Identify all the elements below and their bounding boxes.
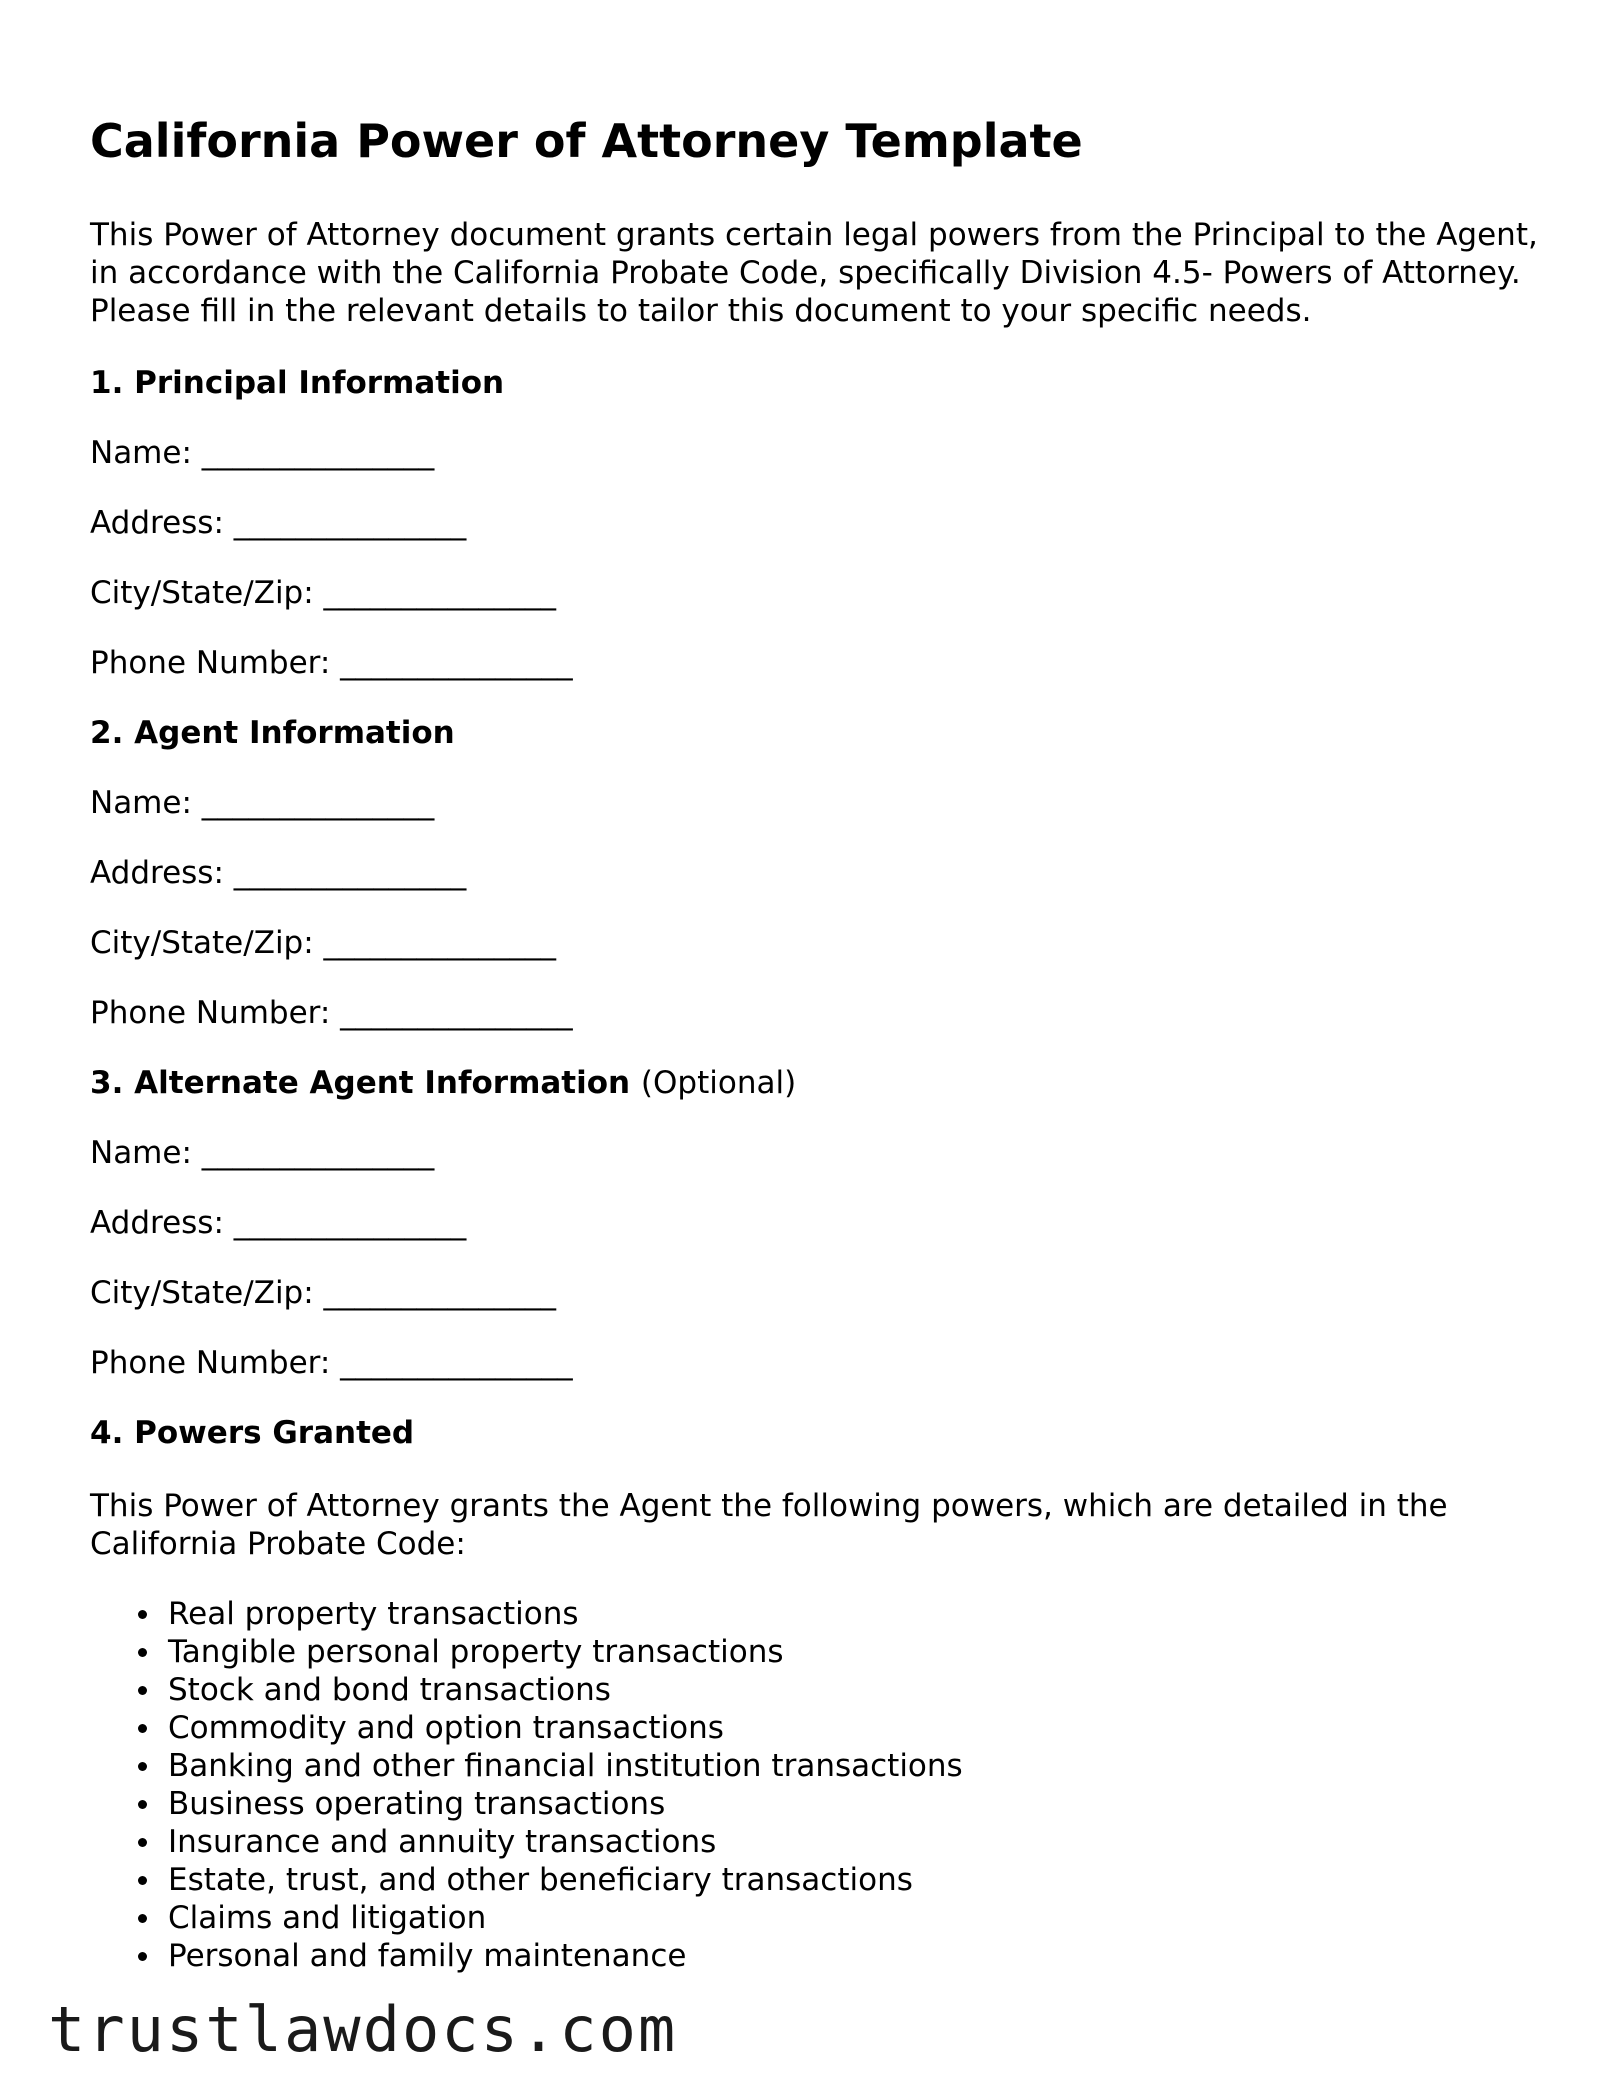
powers-list-item: Insurance and annuity transactions	[168, 1823, 1540, 1861]
powers-list-item: Personal and family maintenance	[168, 1937, 1540, 1975]
section-powers-title: 4. Powers Granted	[90, 1415, 415, 1451]
powers-list-item: Commodity and option transactions	[168, 1709, 1540, 1747]
powers-list-item: Stock and bond transactions	[168, 1671, 1540, 1709]
agent-city-field: City/State/Zip: _______________	[90, 925, 557, 961]
section-agent-title: 2. Agent Information	[90, 715, 455, 751]
powers-list-item: Claims and litigation	[168, 1899, 1540, 1937]
document-page	[90, 108, 1540, 1975]
section-alternate-title	[90, 1065, 1540, 1101]
agent-phone-field: Phone Number: _______________	[90, 995, 573, 1031]
powers-list-item: Tangible personal property transactions	[168, 1633, 1540, 1671]
powers-list-item: Real property transactions	[168, 1595, 1540, 1633]
powers-list	[90, 1595, 1540, 1975]
optional-note: (Optional)	[640, 1065, 797, 1101]
principal-name-field: Name: _______________	[90, 435, 435, 471]
principal-phone-field: Phone Number: _______________	[90, 645, 573, 681]
page-title: California Power of Attorney Template	[90, 114, 1083, 168]
principal-address-field: Address: _______________	[90, 505, 467, 541]
intro-paragraph: This Power of Attorney document grants certain legal powers from the Principal to the Agent, in accordance with the California Probate Code, specifically Division 4.5- Powers of Attorney. Please fill in the relevant details to tailor this document to your specific needs.	[90, 217, 1538, 329]
section-principal-title: 1. Principal Information	[90, 365, 505, 401]
powers-list-item: Business operating transactions	[168, 1785, 1540, 1823]
powers-intro-paragraph: This Power of Attorney grants the Agent the following powers, which are detailed in the California Probate Code:	[90, 1488, 1448, 1562]
alternate-address-field: Address: _______________	[90, 1205, 467, 1241]
powers-list-item: Estate, trust, and other beneficiary transactions	[168, 1861, 1540, 1899]
principal-city-field: City/State/Zip: _______________	[90, 575, 557, 611]
agent-name-field: Name: _______________	[90, 785, 435, 821]
alternate-name-field: Name: _______________	[90, 1135, 435, 1171]
alternate-phone-field: Phone Number: _______________	[90, 1345, 573, 1381]
powers-list-item: Banking and other financial institution transactions	[168, 1747, 1540, 1785]
alternate-city-field: City/State/Zip: _______________	[90, 1275, 557, 1311]
section-alternate-title-text: 3. Alternate Agent Information	[90, 1065, 631, 1101]
watermark-text: trustlawdocs.com	[48, 1993, 678, 2066]
agent-address-field: Address: _______________	[90, 855, 467, 891]
